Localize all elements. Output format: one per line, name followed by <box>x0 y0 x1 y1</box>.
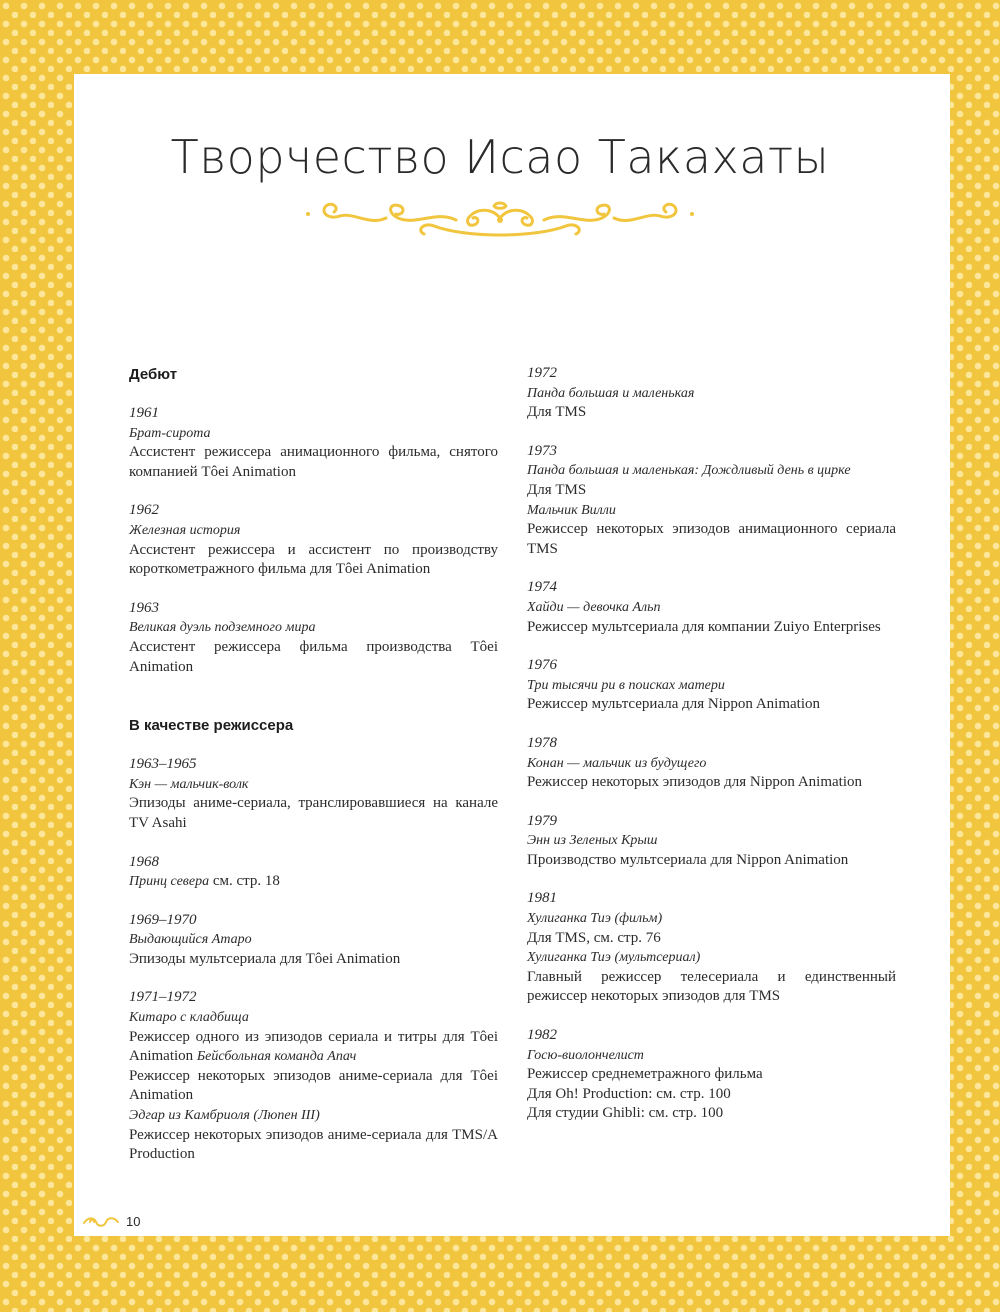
entry-description <box>129 1028 498 1067</box>
entry-description: Режиссер мультсериала для компании Zuiyo Enterprises <box>527 618 881 635</box>
entry-title: Панда большая и маленькая: Дождливый день в цирке <box>527 463 851 479</box>
list-item <box>129 599 498 677</box>
entry-title: Принц севера <box>129 874 210 890</box>
entry-description: Режиссер мультсериала для Nippon Animation <box>527 696 820 713</box>
entry-description: Для TMS, см. стр. 76 <box>527 929 661 946</box>
entry-year: 1963–1965 <box>129 756 197 773</box>
entry-description: Эпизоды аниме-сериала, транслировавшиеся на канале TV Asahi <box>129 795 498 831</box>
entry-year: 1968 <box>129 853 159 870</box>
entry-description-text: Режиссер одного из эпизодов сериала и титры для Tôei Animation <box>129 1028 498 1065</box>
entry-description <box>129 872 498 892</box>
entry-title: Бейсбольная команда Апач <box>196 1049 357 1065</box>
list-item <box>527 578 896 637</box>
entry-description: Эпизоды мультсериала для Tôei Animation <box>129 950 401 967</box>
list-item <box>527 1026 896 1124</box>
entry-title: Панда большая и маленькая <box>527 385 695 401</box>
entry-year: 1969–1970 <box>129 911 197 928</box>
entry-year: 1962 <box>129 502 159 519</box>
list-item <box>129 988 498 1164</box>
entry-year: 1971–1972 <box>129 989 197 1006</box>
entry-title: Хулиганка Тиэ (фильм) <box>527 911 663 927</box>
ornament-flourish-icon <box>306 196 694 242</box>
entry-description: Для студии Ghibli: см. стр. 100 <box>527 1105 724 1122</box>
entry-description: Для TMS <box>527 404 587 421</box>
section-heading: В качестве режиссера <box>129 717 294 735</box>
list-item <box>129 501 498 579</box>
entry-title: Выдающийся Атаро <box>129 932 252 948</box>
column-left <box>129 364 498 1184</box>
entry-description: Режиссер некоторых эпизодов аниме-сериала для TMS/A Production <box>129 1126 498 1163</box>
entry-description: Режиссер некоторых эпизодов для Nippon Animation <box>527 774 863 791</box>
list-item <box>129 853 498 892</box>
entry-title: Госю-виолончелист <box>527 1047 644 1063</box>
entry-year: 1973 <box>527 442 557 459</box>
page-number: 10 <box>126 1214 141 1229</box>
entry-title: Брат-сирота <box>129 425 211 441</box>
entry-title: Три тысячи ри в поисках матери <box>527 677 725 693</box>
entry-description: Режиссер среднеметражного фильма <box>527 1066 763 1083</box>
entry-title: Хайди — девочка Альп <box>527 599 661 615</box>
entry-year: 1974 <box>527 579 557 596</box>
entry-title: Эдгар из Камбриоля (Люпен III) <box>129 1108 320 1124</box>
list-item <box>527 734 896 793</box>
list-item <box>527 656 896 715</box>
entry-description: Режиссер некоторых эпизодов анимационного сериала TMS <box>527 521 896 557</box>
entry-description: Главный режиссер телесериала и единственный режиссер некоторых эпизодов для TMS <box>527 968 896 1005</box>
entry-year: 1979 <box>527 812 557 829</box>
entry-title: Мальчик Вилли <box>527 502 616 518</box>
entry-year: 1972 <box>527 365 557 381</box>
column-right <box>527 364 896 1143</box>
list-item <box>527 364 896 423</box>
entry-title: Кэн — мальчик-волк <box>129 776 249 792</box>
entry-year: 1963 <box>129 599 159 616</box>
list-item <box>129 755 498 833</box>
list-item <box>527 812 896 871</box>
page-reference: см. стр. 18 <box>209 873 280 890</box>
list-item <box>129 911 498 970</box>
entry-description: Режиссер некоторых эпизодов аниме-сериала для Tôei Animation <box>129 1067 498 1104</box>
entry-description: Для TMS <box>527 481 587 498</box>
entry-year: 1961 <box>129 405 159 421</box>
entry-title: Конан — мальчик из будущего <box>527 755 707 771</box>
entry-description: Ассистент режиссера анимационного фильма, снятого компанией Tôei Animation <box>129 444 498 480</box>
entry-description: Производство мультсериала для Nippon Animation <box>527 851 849 868</box>
page-footer <box>82 1214 140 1229</box>
entry-year: 1982 <box>527 1027 557 1044</box>
page-title: Творчество Исао Такахаты <box>170 130 830 184</box>
entry-year: 1978 <box>527 734 557 751</box>
entry-year: 1981 <box>527 890 557 907</box>
entry-description: Ассистент режиссера фильма производства Tôei Animation <box>129 638 498 675</box>
footer-flourish-icon <box>82 1215 120 1229</box>
entry-title: Энн из Зеленых Крыш <box>527 833 658 849</box>
entry-title: Хулиганка Тиэ (мультсериал) <box>527 950 701 966</box>
list-item <box>527 442 896 560</box>
entry-title: Великая дуэль подземного мира <box>129 620 316 636</box>
entry-year: 1976 <box>527 657 557 674</box>
section-heading: Дебют <box>129 366 178 383</box>
entry-description: Для Oh! Production: см. стр. 100 <box>527 1085 731 1102</box>
list-item <box>129 404 498 482</box>
list-item <box>527 889 896 1007</box>
entry-title: Китаро с кладбища <box>129 1010 249 1026</box>
entry-title: Железная история <box>129 522 241 538</box>
entry-description: Ассистент режиссера и ассистент по производству короткометражного фильма для Tôei Animation <box>129 541 498 578</box>
